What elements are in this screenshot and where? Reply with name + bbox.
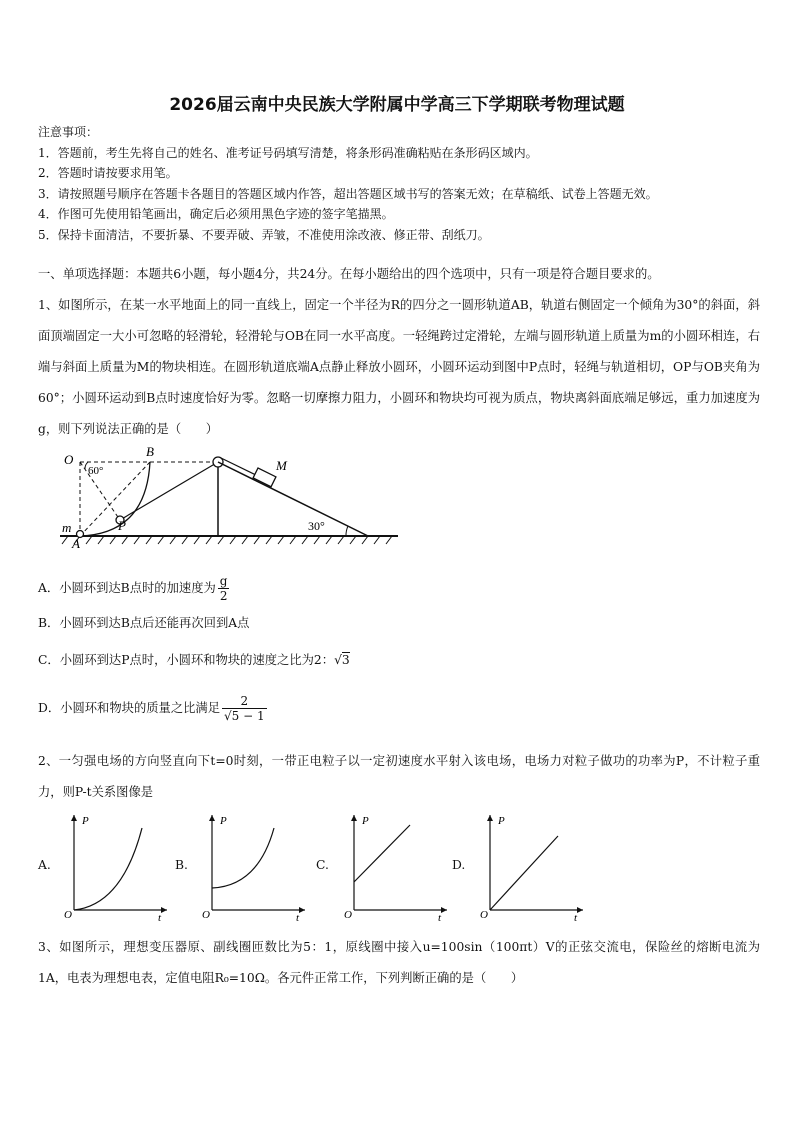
option-c bbox=[38, 650, 350, 668]
note-item: 1．答题前，考生先将自己的姓名、准考证号码填写清楚，将条形码准确粘贴在条形码区域内。 bbox=[38, 145, 538, 160]
option-c-label: C． bbox=[38, 653, 60, 667]
graph-a-y-axis-label: P bbox=[82, 815, 89, 827]
graph-b-label: B. bbox=[175, 858, 188, 872]
fraction bbox=[218, 574, 230, 603]
note-item: 5．保持卡面清洁，不要折暴、不要弄破、弄皱，不准使用涂改液、修正带、刮纸刀。 bbox=[38, 227, 490, 242]
page-title: 2026届云南中央民族大学附属中学高三下学期联考物理试题 bbox=[169, 95, 625, 115]
graph-a bbox=[62, 810, 172, 922]
label-P: P bbox=[118, 518, 126, 533]
graph-b-x-axis-label: t bbox=[296, 912, 300, 922]
notes-heading: 注意事项： bbox=[38, 125, 99, 139]
note-item: 4．作图可先使用铅笔画出，确定后必须用黑色字迹的签字笔描黑。 bbox=[38, 207, 394, 221]
graph-a-origin-label: O bbox=[64, 909, 72, 921]
option-a-text: 小圆环到达B点时的加速度为 bbox=[59, 581, 216, 595]
option-b-label: B． bbox=[38, 616, 60, 630]
question-2-text: 2、一匀强电场的方向竖直向下t=0时刻，一带正电粒子以一定初速度水平射入该电场，电场力对粒子做功的功率为P，不计粒子重力，则P-t关系图像是 bbox=[38, 754, 760, 799]
graph-c bbox=[342, 810, 452, 922]
graph-c-origin-label: O bbox=[344, 909, 352, 921]
fraction-denominator: √5 − 1 bbox=[224, 709, 265, 723]
graph-d-origin-label: O bbox=[480, 909, 488, 921]
option-b-text: 小圆环到达B点后还能再次回到A点 bbox=[59, 616, 250, 630]
graph-d-label: D. bbox=[452, 858, 466, 872]
option-d-label: D． bbox=[38, 701, 61, 715]
label-M: M bbox=[276, 458, 287, 473]
fraction-numerator: 2 bbox=[222, 694, 267, 709]
graph-a-label: A. bbox=[38, 858, 51, 872]
option-b bbox=[38, 613, 249, 631]
graph-d-y-axis-label: P bbox=[498, 815, 505, 827]
question-1-text: 1、如图所示，在某一水平地面上的同一直线上，固定一个半径为R的四分之一圆形轨道AB，轨道右侧固定一个倾角为30°的斜面，斜面顶端固定一大小可忽略的轻滑轮，轻滑轮与OB在同一水平高度。一轻绳跨过定滑轮，左端与圆形轨道上质量为m的小圆环相连，右端与斜面上质量为M的物块相连。在圆形轨道底端A点静止释放小圆环，小圆环运动到图中P点时，轻绳与轨道相切，OP与OB夹角为60°；小圆环运动到B点时速度恰好为零。忽略一切摩擦力阻力，小圆环和物块均可视为质点，物块离斜面底端足够远，重力加速度为g，则下列说法正确的是（ ） bbox=[38, 298, 760, 436]
graph-a-x-axis-label: t bbox=[158, 912, 162, 922]
question-1-figure bbox=[58, 444, 398, 554]
label-A: A bbox=[72, 536, 80, 551]
option-d bbox=[38, 694, 267, 723]
sqrt-sign: √ bbox=[334, 653, 342, 667]
graph-b-origin-label: O bbox=[202, 909, 210, 921]
label-O: O bbox=[64, 452, 74, 467]
section-heading: 一、单项选择题：本题共6小题，每小题4分，共24分。在每小题给出的四个选项中，只有一项是符合题目要求的。 bbox=[38, 267, 660, 281]
option-a-label: A． bbox=[38, 581, 60, 595]
option-a bbox=[38, 574, 229, 603]
graph-d bbox=[478, 810, 588, 922]
graph-b-y-axis-label: P bbox=[220, 815, 227, 827]
label-angle-60: 60° bbox=[88, 465, 104, 477]
note-item: 2．答题时请按要求用笔。 bbox=[38, 166, 178, 180]
label-angle-30: 30° bbox=[308, 519, 325, 533]
graph-d-x-axis-label: t bbox=[574, 912, 578, 922]
sqrt-value: 3 bbox=[341, 653, 350, 667]
graph-c-label: C. bbox=[316, 858, 329, 872]
fraction bbox=[222, 694, 267, 723]
notes-block bbox=[38, 122, 768, 245]
label-B: B bbox=[146, 444, 154, 459]
fraction-denominator: 2 bbox=[219, 589, 228, 603]
graph-c-x-axis-label: t bbox=[438, 912, 442, 922]
option-c-text: 小圆环到达P点时，小圆环和物块的速度之比为2： bbox=[59, 653, 335, 667]
graph-c-y-axis-label: P bbox=[362, 815, 369, 827]
note-item: 3．请按照题号顺序在答题卡各题目的答题区域内作答，超出答题区域书写的答案无效；在草稿纸、试卷上答题无效。 bbox=[38, 186, 658, 201]
option-d-text: 小圆环和物块的质量之比满足 bbox=[60, 701, 221, 715]
label-m: m bbox=[62, 520, 72, 535]
graph-b bbox=[200, 810, 310, 922]
fraction-numerator: g bbox=[219, 574, 228, 588]
question-3-text: 3、如图所示，理想变压器原、副线圈匝数比为5：1，原线圈中接入u=100sin（100πt）V的正弦交流电，保险丝的熔断电流为1A，电表为理想电表，定值电阻R₀=10Ω。各元件正常工作，下列判断正确的是（ ） bbox=[38, 940, 760, 985]
